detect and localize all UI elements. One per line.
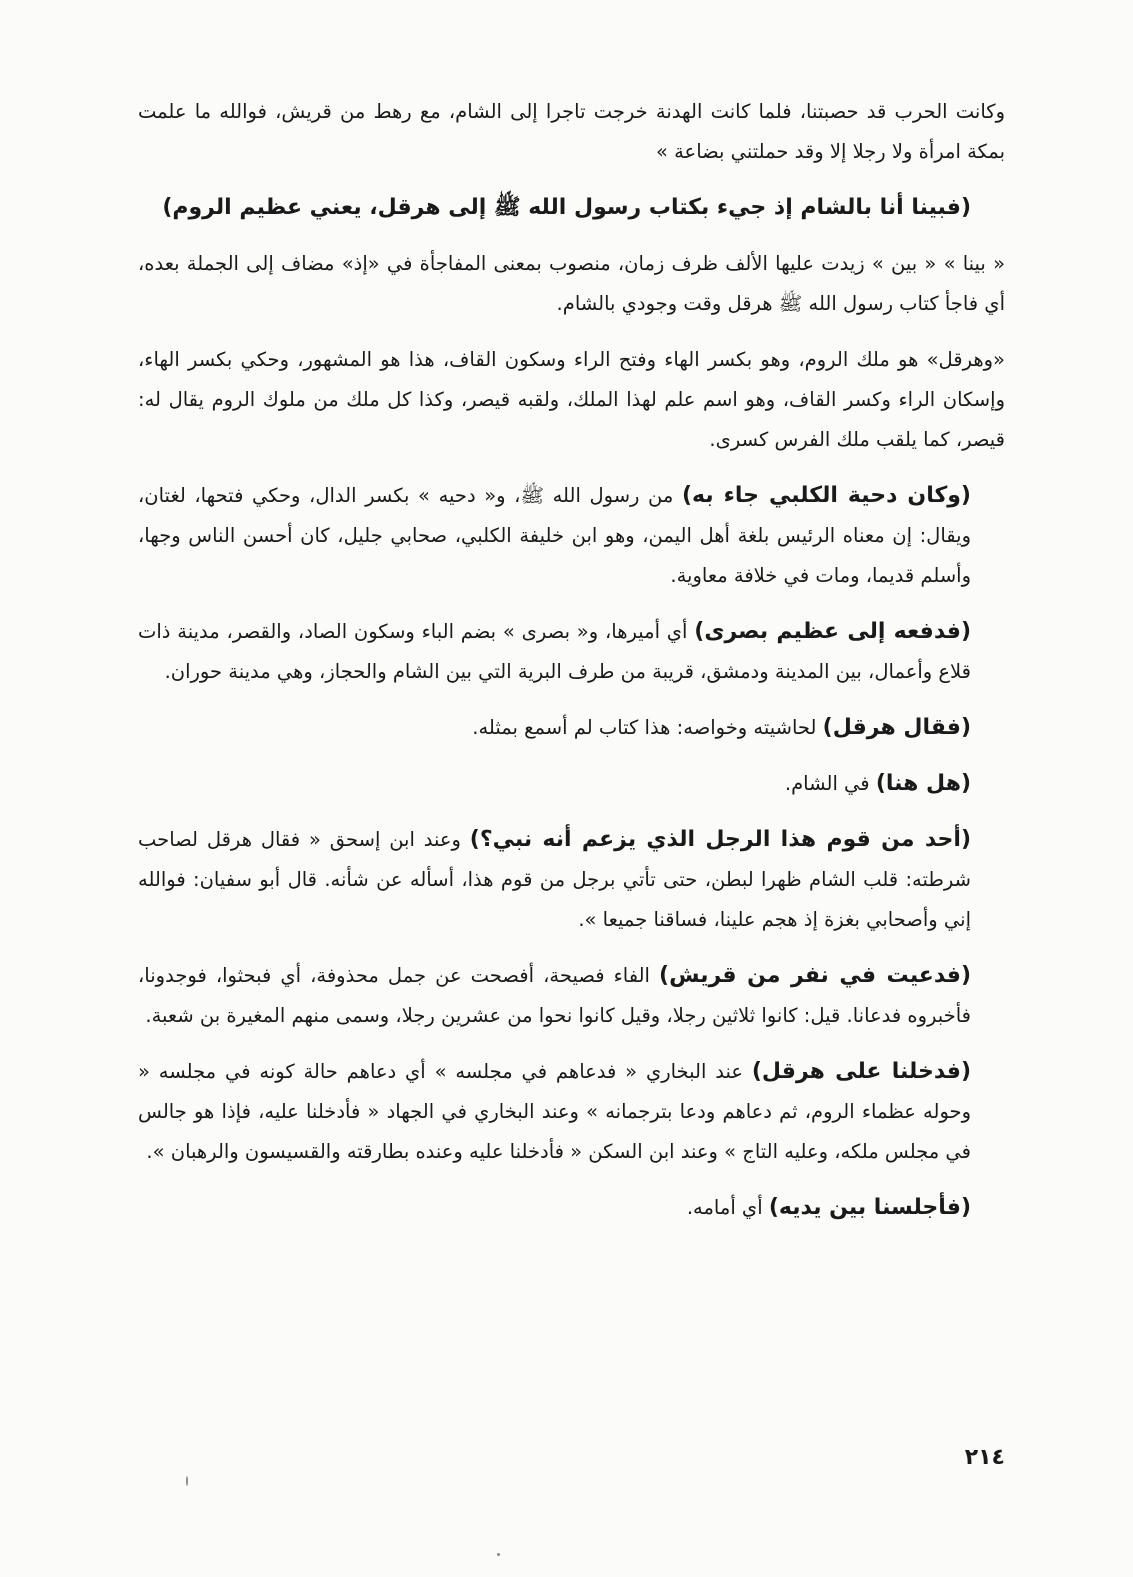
paragraph-8	[138, 764, 1005, 804]
paragraph-1	[138, 92, 1005, 172]
paragraph-6	[138, 612, 1005, 692]
paragraph-3	[138, 244, 1005, 324]
paragraph-9	[138, 820, 1005, 940]
paragraph-2-heading: (فبينا أنا بالشام إذ جيء بكتاب رسول الله ﷺ إلى هرقل، يعني عظيم الروم)	[162, 195, 971, 220]
main-text-block	[138, 92, 1005, 1244]
paragraph-7-body: لحاشيته وخواصه: هذا كتاب لم أسمع بمثله.	[472, 716, 817, 739]
paragraph-11-body: عند البخاري « فدعاهم في مجلسه » أي دعاهم حالة كونه في مجلسه « وحوله عظماء الروم، ثم دعاهم ودعا بترجمانه » وعند البخاري في الجهاد « فأدخلنا عليه، فإذا هو جالس في مجلس ملكه، وعليه التاج » وعند ابن السكن « فأدخلنا عليه وعنده بطارقته والقسيسون والرهبان ».	[138, 1060, 971, 1163]
paragraph-1-body: وكانت الحرب قد حصبتنا، فلما كانت الهدنة خرجت تاجرا إلى الشام، مع رهط من قريش، فوالله ما علمت بمكة امرأة ولا رجلا إلا وقد حملتني بضاعة »	[138, 100, 1005, 163]
paragraph-9-body: وعند ابن إسحق « فقال هرقل لصاحب شرطته: قلب الشام ظهرا لبطن، حتى تأتي برجل من قوم هذا، أسأله عن شأنه. قال أبو سفيان: فوالله إني وأصحابي بغزة إذ هجم علينا، فساقنا جميعا ».	[138, 828, 971, 931]
paragraph-10	[138, 956, 1005, 1036]
paragraph-11	[138, 1052, 1005, 1172]
paragraph-6-heading: (فدفعه إلى عظيم بصرى)	[694, 619, 972, 644]
paragraph-7-heading: (فقال هرقل)	[822, 715, 971, 740]
paragraph-7	[138, 708, 1005, 748]
paragraph-11-heading: (فدخلنا على هرقل)	[751, 1059, 971, 1084]
paragraph-4-body: «وهرقل» هو ملك الروم، وهو بكسر الهاء وفتح الراء وسكون القاف، هذا هو المشهور، وحكي بكسر الهاء، وإسكان الراء وكسر القاف، وهو اسم علم لهذا الملك، ولقبه قيصر، وكذا كل ملك من ملوك الروم يقال له: قيصر، كما يلقب ملك الفرس كسرى.	[138, 348, 1005, 451]
paragraph-4	[138, 340, 1005, 460]
paragraph-10-body: الفاء فصيحة، أفصحت عن جمل محذوفة، أي فبحثوا، فوجدونا، فأخبروه فدعانا. قيل: كانوا ثلاثين رجلا، وقيل كانوا نحوا من عشرين رجلا، وسمى منهم المغيرة بن شعبة.	[138, 964, 971, 1027]
paragraph-12	[138, 1188, 1005, 1228]
page-number: ٢١٤	[964, 1445, 1005, 1470]
paragraph-8-body: في الشام.	[784, 772, 870, 795]
scan-speck	[497, 1553, 500, 1556]
paragraph-8-heading: (هل هنا)	[875, 771, 971, 796]
paragraph-5-body: من رسول الله ﷺ، و« دحيه » بكسر الدال، وحكي فتحها، لغتان، ويقال: إن معناه الرئيس بلغة أهل اليمن، وهو ابن خليفة الكلبي، صحابي جليل، كان أحسن الناس وجها، وأسلم قديما، ومات في خلافة معاوية.	[138, 484, 971, 587]
paragraph-3-body: « بينا » « بين » زيدت عليها الألف ظرف زمان، منصوب بمعنى المفاجأة في «إذ» مضاف إلى الجملة بعده، أي فاجأ كتاب رسول الله ﷺ هرقل وقت وجودي بالشام.	[138, 252, 1005, 315]
paragraph-10-heading: (فدعيت في نفر من قريش)	[659, 963, 971, 988]
paragraph-5-heading: (وكان دحية الكلبي جاء به)	[681, 483, 971, 508]
paragraph-9-heading: (أحد من قوم هذا الرجل الذي يزعم أنه نبي؟)	[469, 827, 972, 852]
paragraph-12-body: أي أمامه.	[686, 1196, 763, 1219]
paragraph-6-body: أي أميرها، و« بصرى » بضم الباء وسكون الصاد، والقصر، مدينة ذات قلاع وأعمال، بين المدينة ودمشق، قريبة من طرف البرية التي بين الشام والحجاز، وهي مدينة حوران.	[138, 620, 971, 683]
paragraph-5	[138, 476, 1005, 596]
paragraph-2	[138, 188, 1005, 228]
paragraph-12-heading: (فأجلسنا بين يديه)	[768, 1195, 971, 1220]
scan-speck	[186, 1476, 188, 1486]
